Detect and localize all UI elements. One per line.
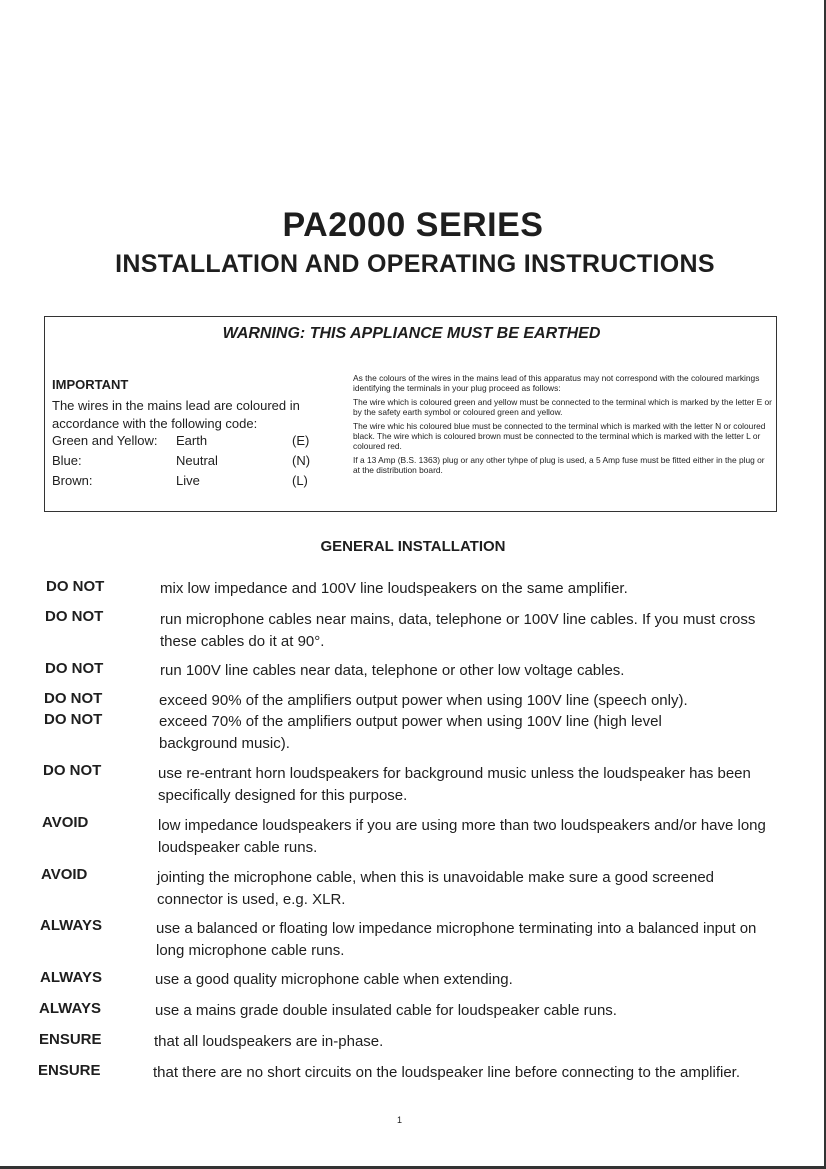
instruction-text: use a mains grade double insulated cable for loudspeaker cable runs. [155,1002,617,1019]
instruction-text: exceed 70% of the amplifiers output power when using 100V line (high level background music). [159,713,662,752]
wire-name: Live [176,473,200,488]
document-title: PA2000 SERIES [282,206,544,244]
important-heading: IMPORTANT [52,377,129,392]
instruction-text: that all loudspeakers are in-phase. [154,1033,384,1050]
wire-colour-label: Green and Yellow: [52,433,158,448]
wiring-note: If a 13 Amp (B.S. 1363) plug or any other tyhpe of plug is used, a 5 Amp fuse must be fitted either in the plug or at the distribution board. [353,455,765,475]
instruction-keyword: ENSURE [38,1062,101,1079]
instruction-text: low impedance loudspeakers if you are using more than two loudspeakers and/or have long loudspeaker cable runs. [158,817,766,856]
instruction-keyword: AVOID [42,814,89,831]
wire-name: Earth [176,433,208,448]
wire-colour-label: Blue: [52,453,82,468]
instruction-keyword: ENSURE [39,1031,102,1048]
wire-code: (L) [292,473,308,488]
instruction-keyword: DO NOT [44,711,103,728]
instruction-keyword: DO NOT [45,660,104,677]
wire-colour-label: Brown: [52,473,93,488]
warning-box [44,316,777,512]
document-subtitle: INSTALLATION AND OPERATING INSTRUCTIONS [115,250,715,278]
wire-name: Neutral [176,453,218,468]
wire-code: (E) [292,433,310,448]
instruction-keyword: ALWAYS [40,917,102,934]
section-title: GENERAL INSTALLATION [320,538,506,555]
wiring-note: As the colours of the wires in the mains lead of this apparatus may not correspond with the coloured markings identifying the terminals in your plug proceed as follows: [353,373,760,393]
instruction-text: jointing the microphone cable, when this is unavoidable make sure a good screened connector is used, e.g. XLR. [157,869,715,908]
instruction-keyword: DO NOT [44,690,103,707]
instruction-keyword: AVOID [41,866,88,883]
instruction-text: exceed 90% of the amplifiers output power when using 100V line (speech only). [159,692,688,709]
wire-code: (N) [292,453,311,468]
wire-code-row [52,433,314,453]
instruction-text: run 100V line cables near data, telephone or other low voltage cables. [160,662,625,679]
wiring-note: The wire whic his coloured blue must be connected to the terminal which is marked with the letter N or coloured black. The wire which is coloured brown must be connected to the terminal which is marked with the letter L or coloured red. [353,421,766,451]
instruction-text: that there are no short circuits on the loudspeaker line before connecting to the amplifier. [153,1064,741,1081]
important-text: The wires in the mains lead are coloured in accordance with the following code: [52,398,300,431]
instruction-text: run microphone cables near mains, data, telephone or 100V line cables. If you must cross these cables do it at 90°. [160,611,756,650]
wire-code-row [52,473,314,493]
instruction-text: use re-entrant horn loudspeakers for background music unless the loudspeaker has been specifically designed for this purpose. [158,765,751,804]
instruction-keyword: ALWAYS [40,969,102,986]
instruction-text: use a good quality microphone cable when extending. [155,971,513,988]
instruction-keyword: DO NOT [43,762,102,779]
instruction-keyword: ALWAYS [39,1000,101,1017]
wire-code-row [52,453,314,473]
page-number: 1 [397,1115,403,1125]
instruction-text: mix low impedance and 100V line loudspeakers on the same amplifier. [160,580,628,597]
instruction-keyword: DO NOT [45,608,104,625]
warning-heading: WARNING: THIS APPLIANCE MUST BE EARTHED [222,325,601,342]
wiring-notes [353,373,773,479]
instruction-keyword: DO NOT [46,578,105,595]
wiring-note: The wire which is coloured green and yellow must be connected to the terminal which is marked by the letter E or by the safety earth symbol or coloured green and yellow. [353,397,772,417]
instruction-text: use a balanced or floating low impedance microphone terminating into a balanced input on long microphone cable runs. [156,920,757,959]
